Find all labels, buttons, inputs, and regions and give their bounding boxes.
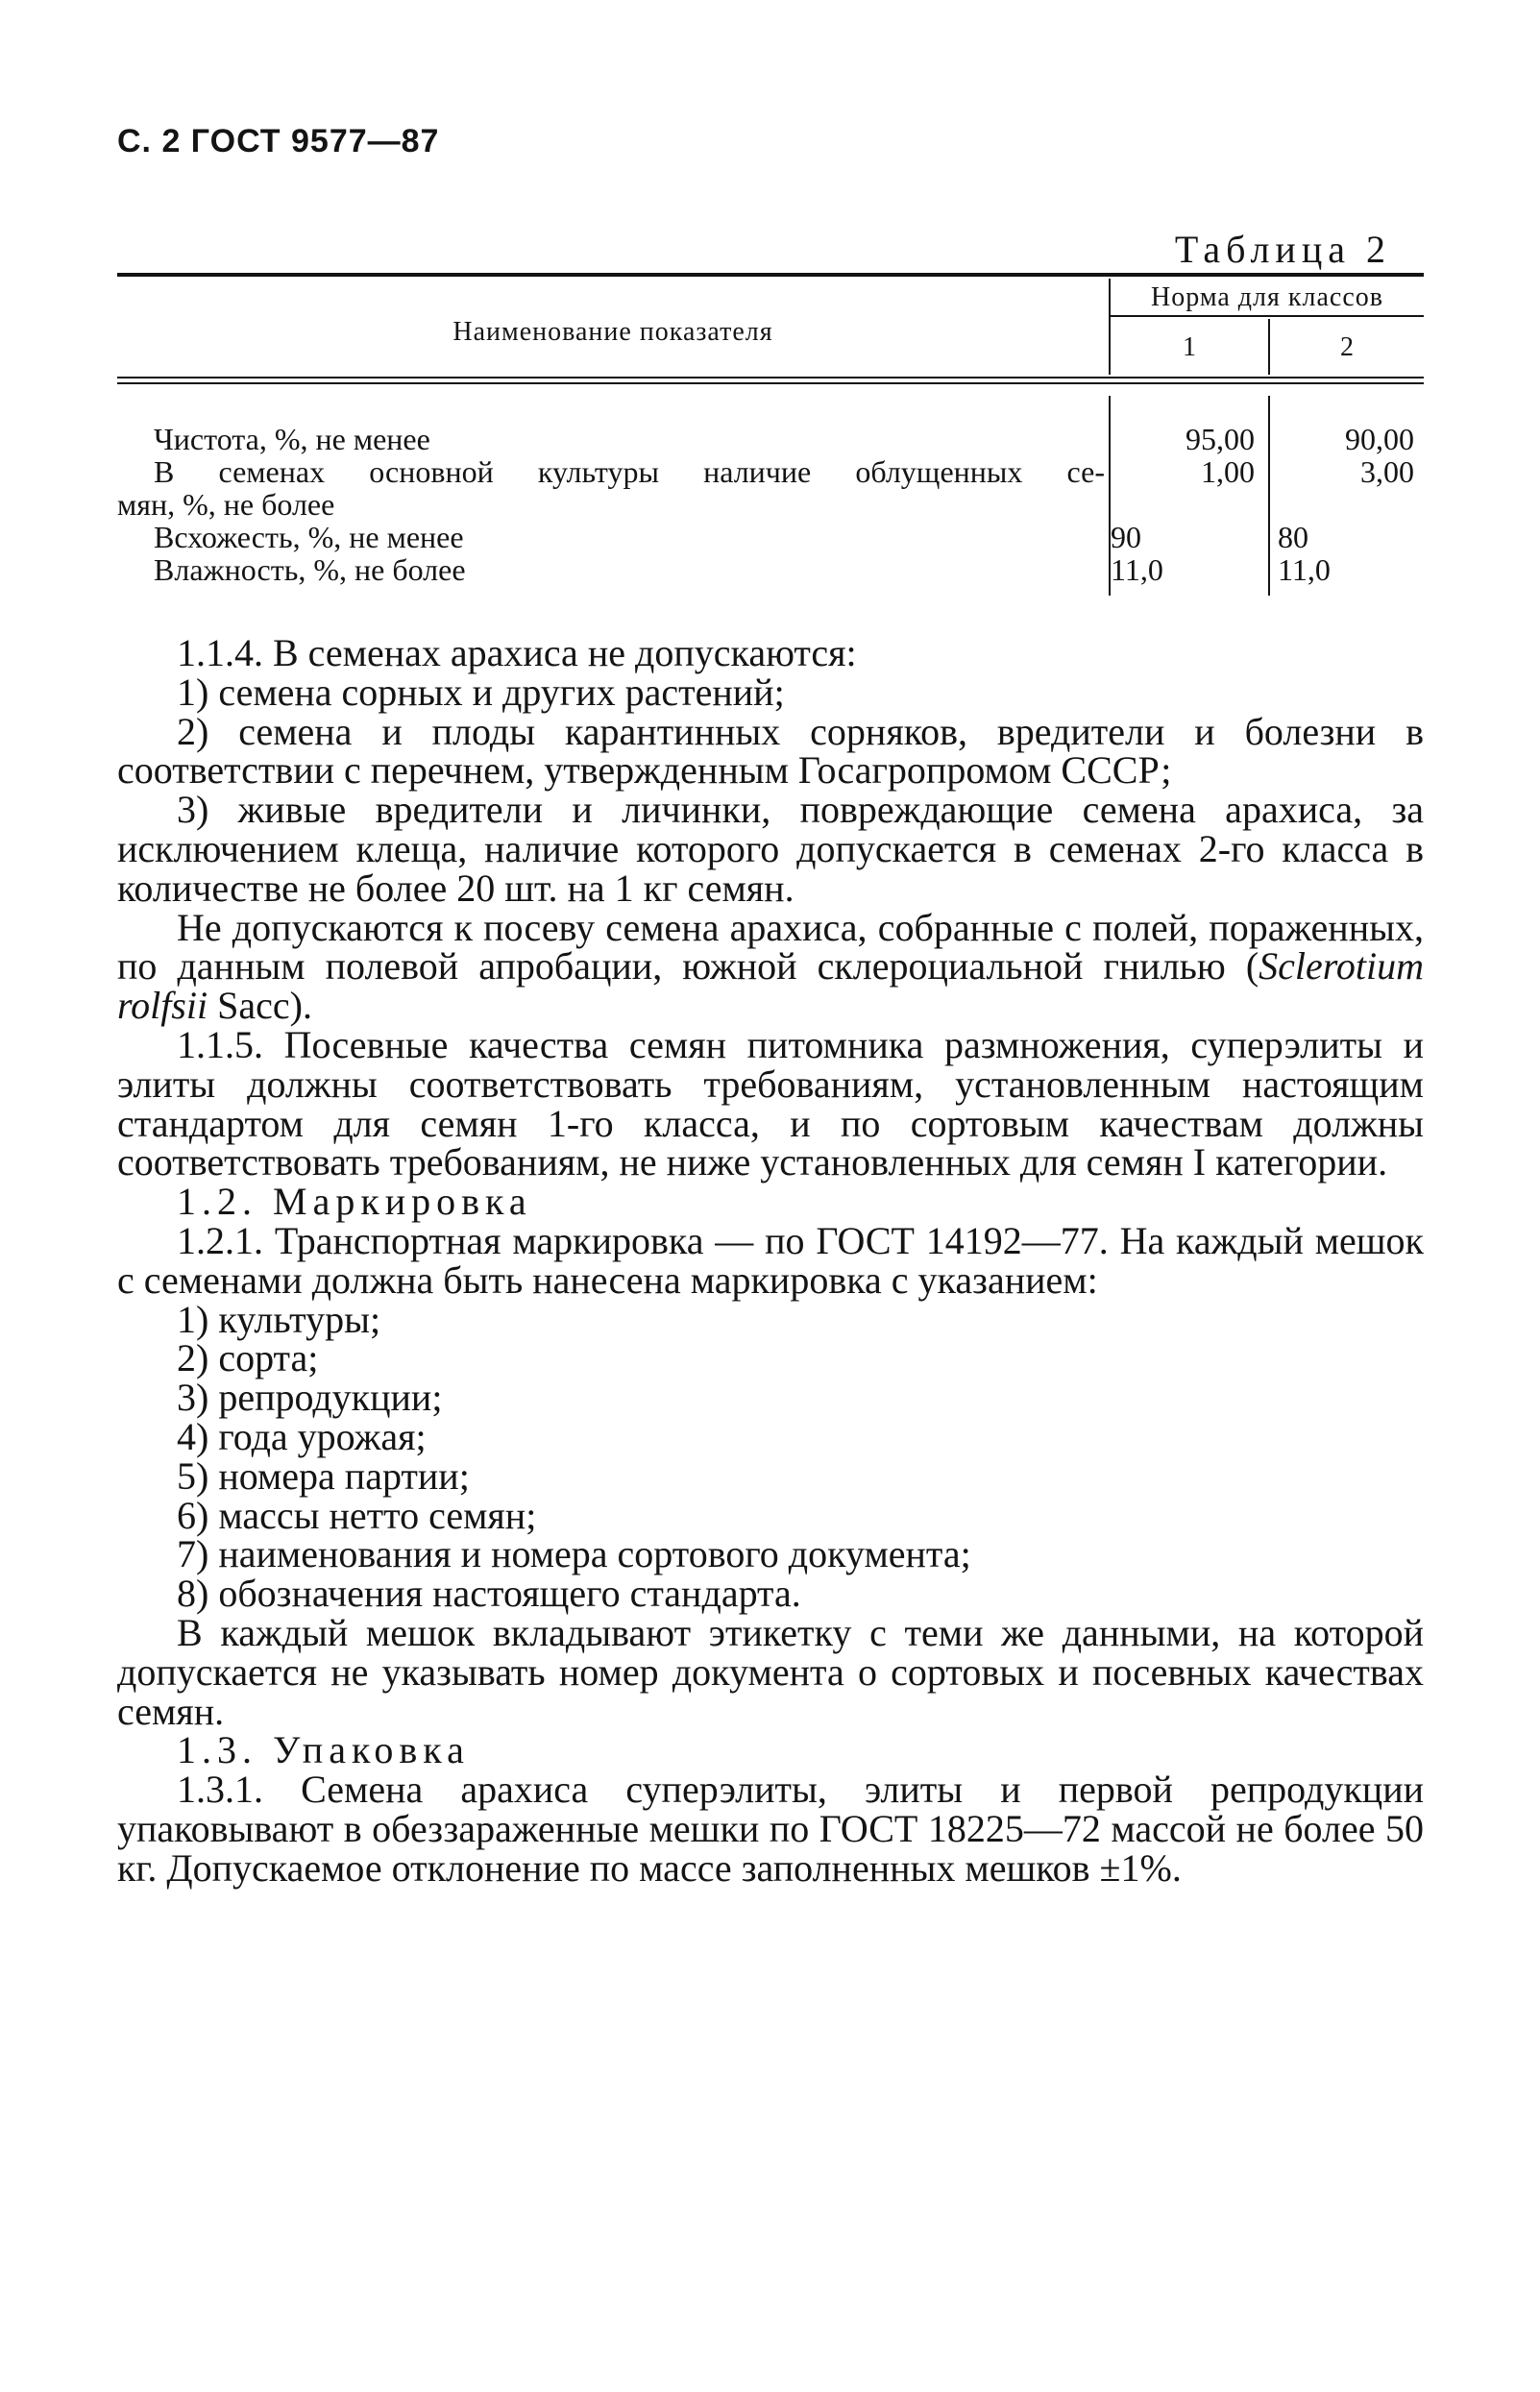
table-cell: 90,00 [1345, 422, 1414, 456]
table-cell: 90 [1111, 520, 1141, 554]
section-1-3-1: 1.3.1. Семена арахиса суперэлиты, элиты и первой репродукции упаковывают в обеззараженные мешки по ГОСТ 18225—72 массой не более 50 кг. Допускаемое отклонение по массе заполненных мешков ±1%. [117, 1768, 1424, 1890]
list-item: 1) культуры; [177, 1297, 381, 1341]
table-cell: 11,0 [1278, 552, 1331, 587]
column-header-name: Наименование показателя [452, 317, 773, 347]
note-text-end: Sacc). [208, 984, 312, 1028]
section-1-2-1: 1.2.1. Транспортная маркировка — по ГОСТ 14192—77. На каждый мешок с семенами должна быть нанесена маркировка с указанием: [117, 1218, 1424, 1302]
column-header-class-1: 1 [1183, 332, 1196, 362]
table-row-label: Влажность, %, не более [154, 552, 466, 587]
note-text: Не допускаются к посеву семена арахиса, собранные с полей, пораженных, по данным полевой апробации, южной склероциальной гнилью ( [117, 905, 1424, 989]
table-row-label: В семенах основной культуры наличие облущенных се- [154, 454, 1105, 489]
list-item: 3) репродукции; [177, 1376, 443, 1420]
section-1-2-1-label-note: В каждый мешок вкладывают этикетку с теми же данными, на которой допускается не указывать номер документа о сортовых и посевных качествах семян. [117, 1610, 1424, 1733]
table-row-label: Чистота, %, не менее [154, 422, 430, 456]
table-cell: 95,00 [1186, 422, 1255, 456]
section-1-1-5: 1.1.5. Посевные качества семян питомника размножения, суперэлиты и элиты должны соответствовать требованиям, установленным настоящим стандартом для семян 1-го класса, и по сортовым качествам должны соответствовать требованиям, не ниже установленных для семян I категории. [117, 1022, 1424, 1184]
list-item: 3) живые вредители и личинки, повреждающие семена арахиса, за исключением клеща, наличие которого допускается в семенах 2-го класса в количестве не более 20 шт. на 1 кг семян. [117, 788, 1424, 910]
column-header-class-2: 2 [1340, 332, 1354, 362]
list-item: 1) семена сорных и других растений; [177, 670, 785, 714]
table-top-rule [117, 273, 1424, 277]
section-1-2-title: 1.2. Маркировка [177, 1180, 532, 1224]
list-item: 7) наименования и номера сортового документа; [177, 1532, 971, 1576]
latin-name: Sclerotium rolfsii [117, 944, 1424, 1028]
section-1-3-title: 1.3. Упаковка [177, 1728, 470, 1772]
table-cell: 3,00 [1360, 454, 1414, 489]
column-header-norma: Норма для классов [1151, 282, 1383, 312]
table-row-label: Всхожесть, %, не менее [154, 520, 464, 554]
table-cell: 1,00 [1201, 454, 1255, 489]
list-item: 8) обозначения настоящего стандарта. [177, 1572, 801, 1616]
document-body [117, 631, 1424, 1890]
table-cell: 80 [1278, 520, 1308, 554]
table-header-rule-2 [117, 382, 1424, 384]
section-1-1-4-note [117, 905, 1424, 1028]
table-caption: Таблица 2 [1174, 228, 1391, 271]
list-item: 4) года урожая; [177, 1414, 427, 1458]
table-2 [117, 273, 1424, 599]
table-header-rule-1 [117, 377, 1424, 378]
page-header: С. 2 ГОСТ 9577—87 [117, 123, 440, 159]
table-row-label-continued: мян, %, не более [117, 487, 335, 522]
table-cell: 11,0 [1111, 552, 1163, 587]
table-subheader-rule [1111, 315, 1424, 317]
list-item: 2) семена и плоды карантинных сорняков, вредители и болезни в соответствии с перечнем, утвержденным Госагропромом СССР; [117, 709, 1424, 793]
list-item: 2) сорта; [177, 1336, 319, 1380]
list-item: 5) номера партии; [177, 1453, 470, 1498]
section-1-1-4-title: 1.1.4. В семенах арахиса не допускаются: [177, 631, 857, 674]
list-item: 6) массы нетто семян; [177, 1493, 537, 1537]
